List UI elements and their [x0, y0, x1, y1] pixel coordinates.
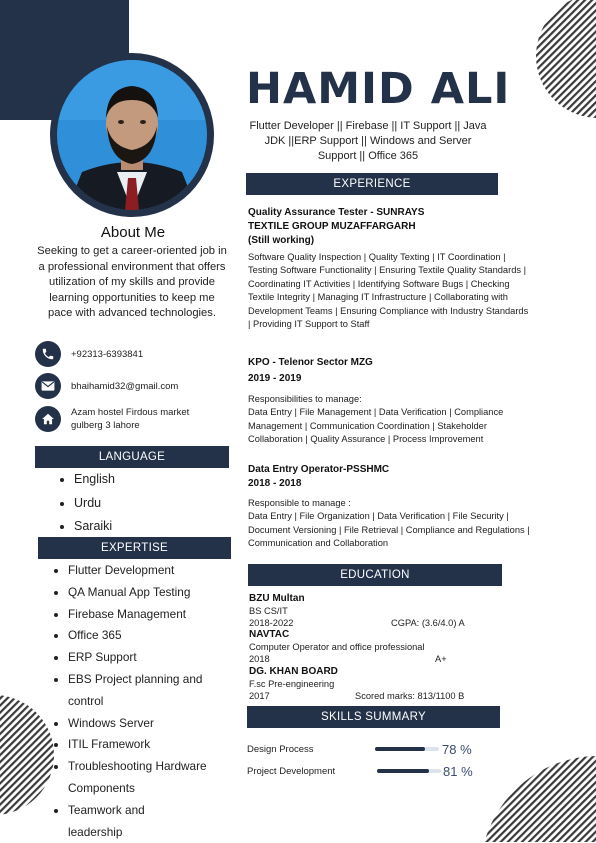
school-name: BZU Multan — [249, 593, 305, 604]
job-title-line-1: KPO - Telenor Sector MZG — [248, 357, 373, 368]
skill-bar-fill — [377, 769, 429, 773]
skill-label: Design Process — [247, 744, 314, 755]
job-period: 2018 - 2018 — [248, 478, 302, 489]
years: 2018 — [249, 654, 270, 665]
job-title-line-1: Data Entry Operator-PSSHMC — [248, 464, 390, 475]
home-icon-circle — [35, 406, 61, 432]
education-heading: EDUCATION — [248, 564, 502, 586]
skill-bar-fill — [375, 747, 425, 751]
degree: Computer Operator and office professional — [249, 642, 425, 653]
education-entry — [249, 628, 479, 666]
full-name: HAMID ALI — [246, 64, 511, 114]
email-icon — [41, 380, 55, 392]
job-intro: Responsibilities to manage: — [248, 394, 362, 404]
decorative-stripes-bottom-left — [0, 690, 56, 820]
skill-percent: 78 % — [442, 742, 472, 757]
job-period: 2019 - 2019 — [248, 373, 302, 384]
list-item: EBS Project planning and control — [54, 669, 208, 713]
list-item: Urdu — [60, 492, 220, 516]
job-entry — [248, 356, 533, 447]
list-item: Troubleshooting Hardware Components — [54, 756, 218, 800]
job-description: Data Entry | File Organization | Data Verification | File Security | Document Versioning | File Retrieval | Compliance and Regulations | Communication and Collaboration — [248, 511, 530, 549]
expertise-heading: EXPERTISE — [38, 537, 231, 559]
list-item: English — [60, 468, 220, 492]
job-entry — [248, 206, 533, 331]
list-item: QA Manual App Testing — [54, 582, 224, 604]
job-entry — [248, 463, 533, 551]
language-list — [60, 468, 220, 539]
list-item: Saraiki — [60, 515, 220, 539]
list-item: Windows Server — [54, 713, 224, 735]
education-entry — [249, 592, 479, 630]
skill-bar-track — [375, 747, 439, 751]
job-intro: Responsible to manage : — [248, 498, 351, 508]
job-description: Software Quality Inspection | Quality Texting | IT Coordination | Testing Software Functionality | Ensuring Textile Quality Standards | Coordinating IT Activities | Identifying Software Bugs | Checking Textile Integrity | Managing IT Infrastructure | Collaborating with Development Teams | Ensuring Compliance with Industry Standards | Providing IT Support to Staff — [248, 252, 529, 330]
email-address: bhaihamid32@gmail.com — [71, 381, 179, 392]
list-item: ERP Support — [54, 647, 224, 669]
address-line-1: Azam hostel Firdous market — [71, 407, 190, 418]
address-line-2: gulberg 3 lahore — [71, 420, 140, 431]
school-name: DG. KHAN BOARD — [249, 666, 338, 677]
skill-percent: 81 % — [443, 764, 473, 779]
phone-icon-circle — [35, 341, 61, 367]
degree: F.sc Pre-engineering — [249, 679, 335, 690]
headline: Flutter Developer || Firebase || IT Support || Java JDK ||ERP Support || Windows and Server Support || Office 365 — [249, 120, 487, 162]
skills-heading: SKILLS SUMMARY — [247, 706, 500, 728]
experience-heading: EXPERIENCE — [246, 173, 498, 195]
decorative-stripes-top-right — [534, 0, 596, 120]
result: CGPA: (3.6/4.0) A — [391, 618, 465, 629]
expertise-list — [54, 560, 224, 843]
list-item: Firebase Management — [54, 604, 224, 626]
list-item: ITIL Framework — [54, 734, 224, 756]
address — [71, 406, 189, 432]
about-title: About Me — [100, 224, 166, 241]
skill-bar-track — [377, 769, 441, 773]
job-title-line-2: TEXTILE GROUP MUZAFFARGARH — [248, 221, 416, 232]
skill-label: Project Development — [247, 766, 336, 777]
job-description: Data Entry | File Management | Data Verification | Compliance Management | Communication Coordination | Stakeholder Collaboration | Quality Assurance | Process Improvement — [248, 407, 504, 445]
result: A+ — [435, 654, 447, 665]
job-period: (Still working) — [248, 235, 315, 246]
home-icon — [41, 412, 55, 426]
about-text: Seeking to get a career-oriented job in a professional environment that offers utilization of my skills and provide learning opportunities to keep me pace with advanced technologies. — [37, 245, 227, 319]
profile-photo — [50, 53, 214, 217]
decorative-stripes-bottom-right — [476, 752, 596, 842]
years: 2018-2022 — [249, 618, 294, 629]
list-item: Flutter Development — [54, 560, 224, 582]
list-item: Teamwork and leadership — [54, 800, 168, 843]
avatar — [57, 60, 207, 210]
job-title-line-1: Quality Assurance Tester - SUNRAYS — [248, 207, 425, 218]
language-heading: LANGUAGE — [35, 446, 229, 468]
list-item: Office 365 — [54, 625, 224, 647]
phone-icon — [41, 347, 55, 361]
school-name: NAVTAC — [249, 629, 290, 640]
years: 2017 — [249, 691, 270, 702]
education-entry — [249, 665, 479, 703]
result: Scored marks: 813/1100 B — [355, 691, 465, 702]
phone-number: +92313-6393841 — [71, 349, 144, 360]
email-icon-circle — [35, 373, 61, 399]
degree: BS CS/IT — [249, 606, 288, 617]
